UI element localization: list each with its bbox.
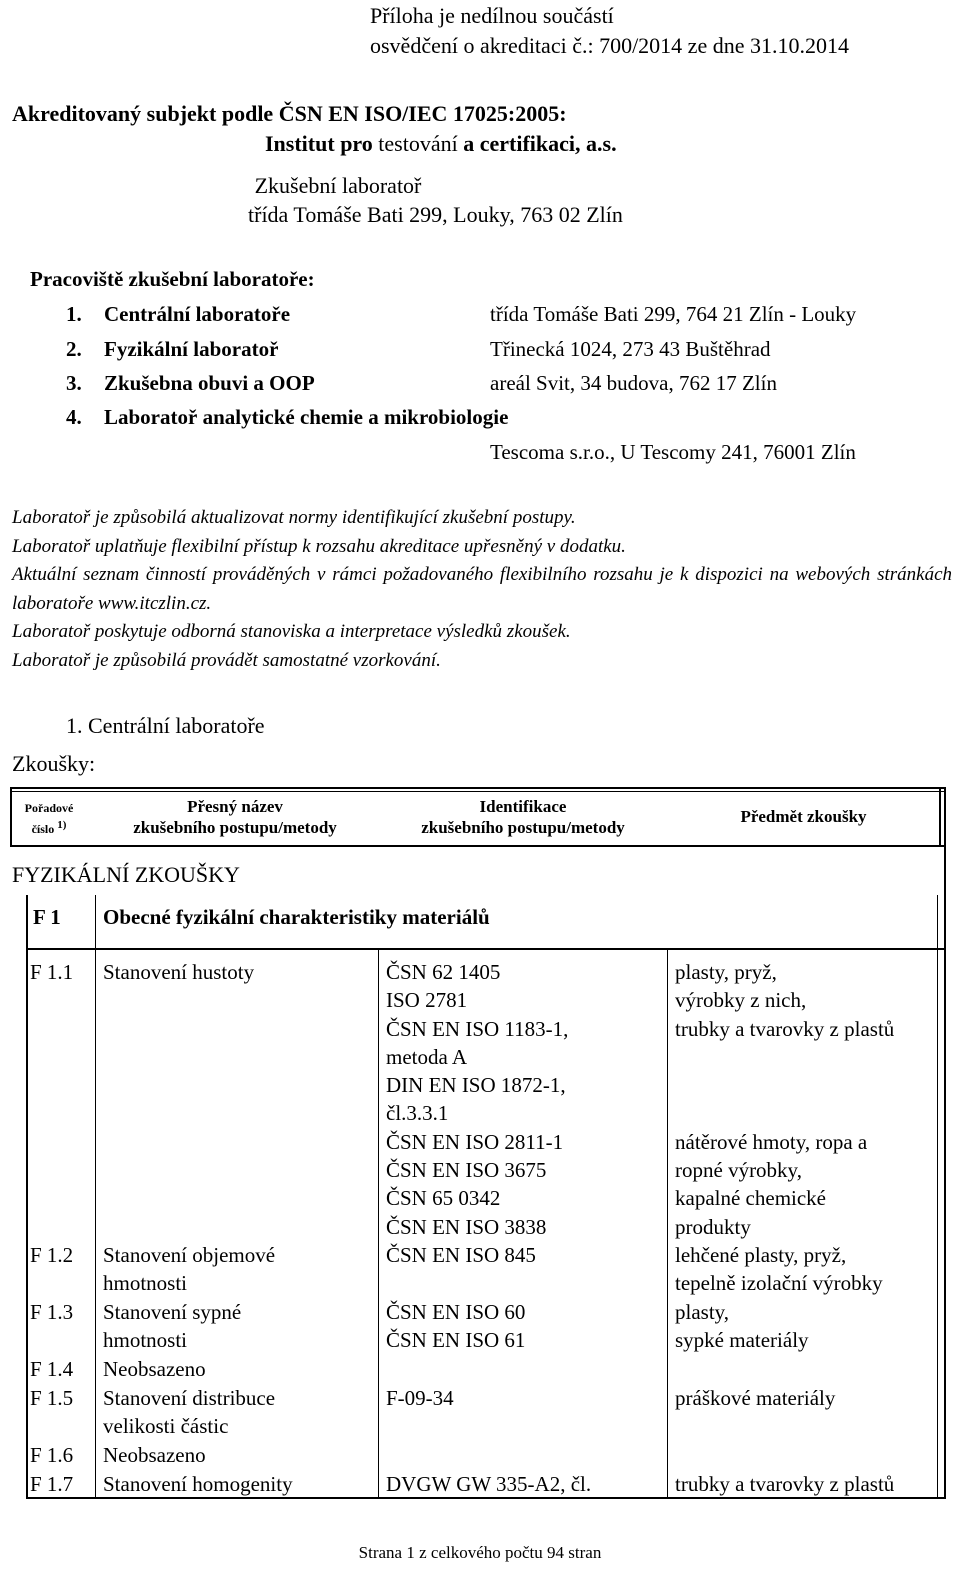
row-subject-line: plasty, bbox=[675, 1300, 730, 1324]
row-subject bbox=[675, 1298, 809, 1355]
institute-word: certifikaci, bbox=[479, 131, 587, 156]
category-title: FYZIKÁLNÍ ZKOUŠKY bbox=[12, 862, 240, 887]
row-subject-line: práškové materiály bbox=[675, 1386, 836, 1410]
workplace-2-num: 2. bbox=[66, 337, 82, 361]
header-right-line bbox=[939, 787, 941, 847]
table-top-inner-line bbox=[12, 791, 944, 792]
header-col4: Předmět zkoušky bbox=[740, 807, 867, 826]
row-code: F 1.1 bbox=[30, 960, 74, 984]
row-method-id-line: F-09-34 bbox=[386, 1386, 454, 1410]
header-line1: Příloha je nedílnou součástí bbox=[370, 3, 614, 28]
col4-left-line bbox=[667, 950, 668, 1499]
row-method-name bbox=[103, 1355, 206, 1383]
row-code: F 1.3 bbox=[30, 1300, 74, 1324]
workplace-1-address: třída Tomáše Bati 299, 764 21 Zlín - Louky bbox=[490, 302, 857, 326]
row-method-id-line: DVGW GW 335-A2, čl. bbox=[386, 1472, 592, 1496]
row-method-id-line: ČSN 62 1405 bbox=[386, 960, 501, 984]
row-method-name-line: hmotnosti bbox=[103, 1328, 188, 1353]
row-method-name-line: hmotnosti bbox=[103, 1271, 188, 1296]
row-subject bbox=[675, 1470, 894, 1498]
row-subject-line: trubky a tvarovky z plastů bbox=[675, 1016, 895, 1041]
notes bbox=[12, 504, 952, 676]
tests-label: Zkoušky: bbox=[12, 751, 96, 776]
row-code: F 1.5 bbox=[30, 1386, 74, 1410]
row-method-name bbox=[103, 958, 254, 986]
row-method-id bbox=[386, 1470, 591, 1498]
workplace-3-name: Zkušebna obuvi a OOP bbox=[104, 371, 315, 395]
workplace-4-num: 4. bbox=[66, 405, 82, 429]
row-method-name-line: velikosti částic bbox=[103, 1414, 229, 1439]
row-method-id-line: ČSN EN ISO 1183-1, bbox=[386, 1016, 569, 1041]
row-method-name-line: Stanovení homogenity bbox=[103, 1472, 293, 1496]
row-code: F 1.7 bbox=[30, 1472, 74, 1496]
workplaces-title: Pracoviště zkušební laboratoře: bbox=[30, 267, 315, 291]
institute-name bbox=[265, 130, 617, 158]
row-method-name-line: Stanovení distribuce bbox=[103, 1386, 276, 1410]
institute-word: Institut bbox=[265, 131, 341, 156]
col2-left-line bbox=[95, 895, 96, 1499]
header-col2-line1: Přesný název bbox=[187, 797, 283, 816]
workplace-2-address: Třinecká 1024, 273 43 Buštěhrad bbox=[490, 337, 771, 361]
row-method-id-line: ČSN EN ISO 3838 bbox=[386, 1214, 547, 1239]
workplace-3-address: areál Svit, 34 budova, 762 17 Zlín bbox=[490, 371, 777, 395]
row-subject-line: výrobky z nich, bbox=[675, 988, 807, 1013]
workplace-1-name: Centrální laboratoře bbox=[104, 302, 291, 326]
header-col3 bbox=[383, 796, 663, 838]
row-method-name bbox=[103, 1441, 206, 1469]
note-4: Laboratoř poskytuje odborná stanoviska a interpretace výsledků zkoušek. bbox=[12, 621, 571, 643]
row-method-id bbox=[386, 958, 568, 1241]
table-right-outer-line bbox=[944, 787, 946, 1499]
row-method-name bbox=[103, 1470, 293, 1498]
row-subject-line: ropné výrobky, bbox=[675, 1158, 802, 1183]
row-subject-line: plasty, pryž, bbox=[675, 960, 777, 984]
header-col1-line2 bbox=[14, 817, 84, 838]
row-method-id-line: ČSN EN ISO 845 bbox=[386, 1243, 536, 1267]
row-subject bbox=[675, 1384, 835, 1412]
row-method-id-line: ČSN EN ISO 3675 bbox=[386, 1158, 547, 1183]
header-col2 bbox=[100, 796, 370, 838]
row-method-id-line: ČSN EN ISO 61 bbox=[386, 1328, 526, 1353]
header-col2-line2: zkušebního postupu/metody bbox=[133, 818, 337, 837]
header-col3-line2: zkušebního postupu/metody bbox=[421, 818, 625, 837]
row-method-name-line: Neobsazeno bbox=[103, 1443, 206, 1467]
row-method-name-line: Stanovení hustoty bbox=[103, 960, 255, 984]
row-method-id-line: čl.3.3.1 bbox=[386, 1101, 449, 1126]
col3-left-line bbox=[378, 950, 379, 1499]
institute-word: a bbox=[463, 131, 480, 156]
row-subject-line: trubky a tvarovky z plastů bbox=[675, 1472, 895, 1496]
row-method-id bbox=[386, 1241, 536, 1269]
row-method-name bbox=[103, 1241, 275, 1298]
institute-name-bold bbox=[265, 131, 617, 156]
row-method-name-line: Stanovení sypné bbox=[103, 1300, 242, 1324]
accredited-subject: Akreditovaný subjekt podle ČSN EN ISO/IEC 17025:2005: bbox=[12, 101, 567, 126]
row-subject-line: kapalné chemické bbox=[675, 1186, 826, 1211]
lab-address-text: třída Tomáše Bati 299, Louky, 763 02 Zlín bbox=[248, 202, 623, 227]
header-col1-footnote: 1) bbox=[57, 819, 67, 831]
table-header-line bbox=[10, 845, 946, 847]
row-subject-line: produkty bbox=[675, 1214, 751, 1239]
header-left-line bbox=[10, 787, 12, 847]
row-method-id-line: metoda A bbox=[386, 1044, 468, 1069]
note-2: Laboratoř uplatňuje flexibilní přístup k rozsahu akreditace upřesněný v dodatku. bbox=[12, 535, 626, 557]
note-3: Aktuální seznam činností prováděných v rámci požadovaného flexibilního rozsahu je k dispozici na webových stránkách laboratoře www.itczlin.cz. bbox=[12, 564, 952, 614]
col1-left-line bbox=[26, 895, 28, 1499]
header-col3-line1: Identifikace bbox=[479, 797, 567, 816]
header-col1 bbox=[14, 800, 84, 838]
row-subject-line: tepelně izolační výrobky bbox=[675, 1271, 883, 1296]
row-method-id-line: ČSN EN ISO 60 bbox=[386, 1300, 526, 1324]
group-title: Obecné fyzikální charakteristiky materiálů bbox=[103, 905, 490, 929]
workplace-4-name: Laboratoř analytické chemie a mikrobiologie bbox=[104, 405, 509, 429]
section-heading: 1. Centrální laboratoře bbox=[66, 713, 265, 738]
row-subject bbox=[675, 958, 894, 1043]
row-method-id-line: ČSN EN ISO 2811-1 bbox=[386, 1129, 564, 1154]
row-subject-line: sypké materiály bbox=[675, 1328, 809, 1353]
row-code: F 1.4 bbox=[30, 1357, 74, 1381]
row-method-name-line: Stanovení objemové bbox=[103, 1243, 276, 1267]
row-method-id-line: ISO 2781 bbox=[386, 988, 468, 1013]
row-subject-line: nátěrové hmoty, ropa a bbox=[675, 1129, 868, 1154]
institute-word: testování bbox=[378, 131, 464, 156]
page-footer: Strana 1 z celkového počtu 94 stran bbox=[358, 1543, 602, 1562]
workplace-3-num: 3. bbox=[66, 371, 82, 395]
header-col1-number: číslo bbox=[31, 822, 55, 836]
row-method-id bbox=[386, 1298, 525, 1355]
group-code: F 1 bbox=[33, 905, 61, 929]
row-subject bbox=[675, 1241, 883, 1298]
institute-word: a.s. bbox=[586, 131, 617, 156]
row-subject bbox=[675, 1128, 867, 1241]
row-method-id-line: DIN EN ISO 1872-1, bbox=[386, 1073, 566, 1098]
col4-right-line bbox=[937, 895, 938, 1499]
row-method-name bbox=[103, 1298, 241, 1355]
row-method-name-line: Neobsazeno bbox=[103, 1357, 206, 1381]
note-1: Laboratoř je způsobilá aktualizovat normy identifikující zkušební postupy. bbox=[12, 507, 576, 528]
row-subject-line: lehčené plasty, pryž, bbox=[675, 1243, 847, 1267]
workplace-4-address: Tescoma s.r.o., U Tescomy 241, 76001 Zlín bbox=[490, 440, 856, 464]
workplace-2-name: Fyzikální laboratoř bbox=[104, 337, 279, 361]
institute-word: pro bbox=[340, 131, 379, 156]
row-method-id-line: ČSN 65 0342 bbox=[386, 1186, 501, 1211]
row-code: F 1.6 bbox=[30, 1443, 74, 1467]
header-line2: osvědčení o akreditaci č.: 700/2014 ze dne 31.10.2014 bbox=[370, 33, 849, 58]
header-col1-line1: Pořadové bbox=[24, 801, 74, 815]
table-top-line bbox=[10, 787, 946, 789]
workplace-1-num: 1. bbox=[66, 302, 82, 326]
row-method-id bbox=[386, 1384, 454, 1412]
note-5: Laboratoř je způsobilá provádět samostatné vzorkování. bbox=[12, 649, 441, 671]
lab-name: Zkušební laboratoř bbox=[254, 173, 422, 198]
row-code: F 1.2 bbox=[30, 1243, 74, 1267]
group-divider bbox=[26, 948, 946, 950]
row-method-name bbox=[103, 1384, 275, 1441]
